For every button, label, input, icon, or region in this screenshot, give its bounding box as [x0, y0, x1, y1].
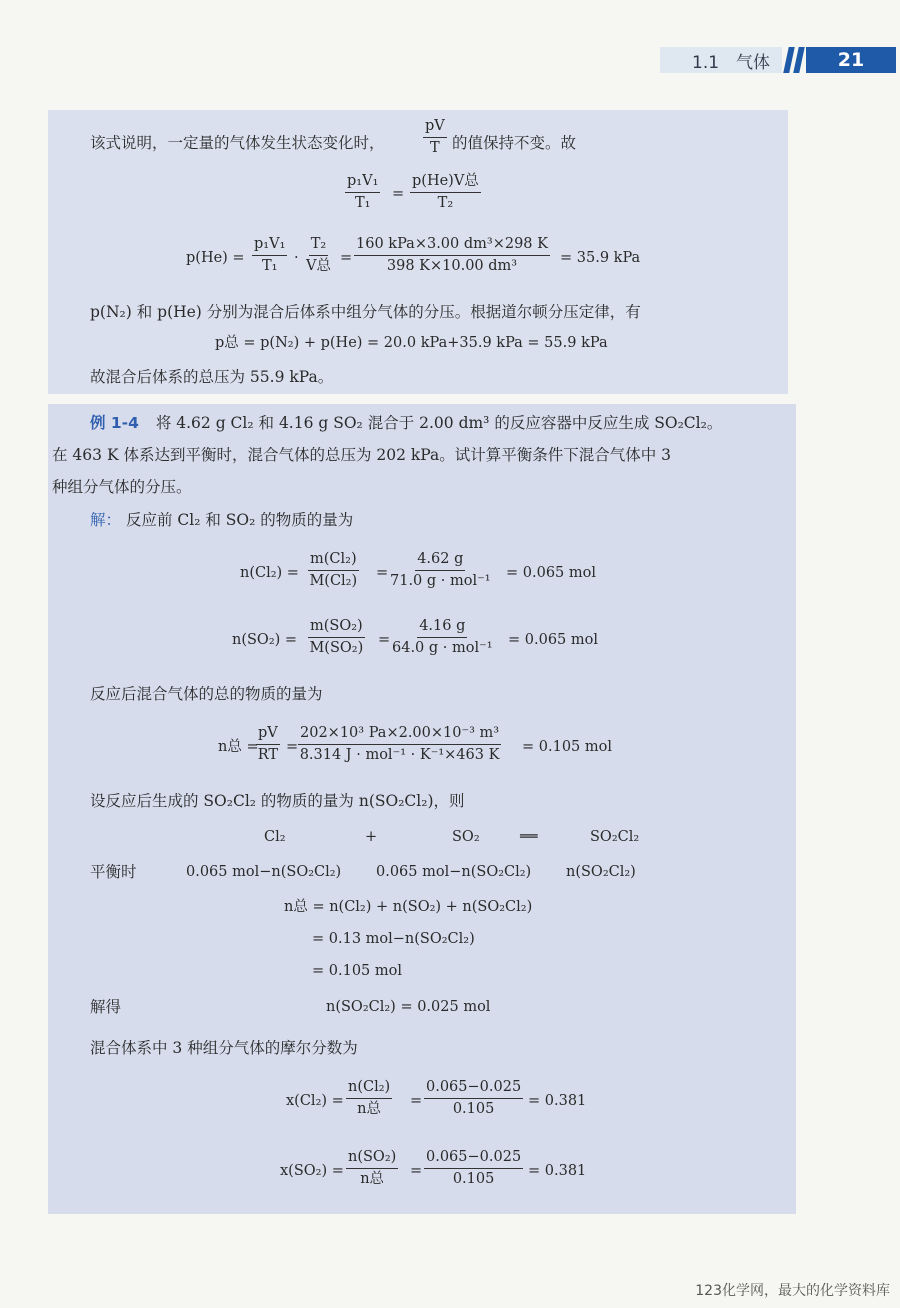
ntot-equals: =	[286, 739, 299, 755]
nso2-equals: =	[378, 632, 391, 648]
xso2-fraction-2: $\frac{0.065-0.025}{0.105}$	[426, 1149, 522, 1187]
nso2-result: = 0.065 mol	[508, 632, 598, 648]
intro-text: 该式说明，一定量的气体发生状态变化时，	[90, 134, 385, 152]
example-label: 例 1-4	[90, 414, 139, 432]
eq2-dot: ·	[294, 250, 299, 266]
ncl2-fraction-2: 4.62 g 71.0 g · mol⁻¹	[390, 551, 491, 589]
solution-intro-wrap	[90, 510, 353, 530]
equilibrium-product: n(SO₂Cl₂)	[566, 864, 636, 880]
eq1-right-fraction: p(He)V总 T₂	[412, 173, 479, 211]
xcl2-equals: =	[410, 1093, 423, 1109]
solve-label: 解得	[90, 998, 122, 1016]
ncl2-equals: =	[376, 565, 389, 581]
xcl2-fraction-1: n(Cl₂) n总	[348, 1079, 391, 1117]
nso2-fraction-2: 4.16 g 64.0 g · mol⁻¹	[392, 618, 493, 656]
xso2-fraction-1: n(SO₂) n总	[348, 1149, 397, 1187]
mole-fraction-text: 混合体系中 3 种组分气体的摩尔分数为	[90, 1039, 358, 1057]
reaction-plus: +	[365, 829, 378, 845]
ncl2-lhs: n(Cl₂) =	[240, 565, 299, 581]
example-line-1: 将 4.62 g Cl₂ 和 4.16 g SO₂ 混合于 2.00 dm³ 的反应容器中反应生成 SO₂Cl₂。	[155, 414, 723, 432]
example-line-2: 在 463 K 体系达到平衡时，混合气体的总压为 202 kPa。试计算平衡条件下混合气体中 3	[52, 446, 672, 464]
eq2-lhs: p(He) =	[186, 250, 245, 266]
eq2-result: = 35.9 kPa	[560, 250, 641, 266]
solve-result: n(SO₂Cl₂) = 0.025 mol	[326, 999, 491, 1015]
xcl2-result: = 0.381	[528, 1093, 587, 1109]
conclusion-text: 故混合后体系的总压为 55.9 kPa。	[90, 368, 334, 386]
ntot-fraction-1: $\frac{pV}{RT}$	[257, 725, 279, 763]
eq1-equals: =	[392, 186, 405, 202]
watermark: 123化学网，最大的化学资料库	[695, 1283, 890, 1299]
eq2-fraction-1: $\frac{\text{p₁V₁}}{\text{T₁}}$	[254, 236, 286, 274]
dalton-text: p(N₂) 和 p(He) 分别为混合后体系中组分气体的分压。根据道尔顿分压定律，有	[90, 303, 641, 321]
xcl2-lhs: x(Cl₂) =	[286, 1093, 344, 1109]
reaction-reactant-so2: SO₂	[452, 829, 480, 845]
equilibrium-cl2: 0.065 mol−n(SO₂Cl₂)	[186, 864, 342, 880]
eq1-left-fraction: $\frac{\text{p₁V₁}}{\text{T₁}}$	[347, 173, 379, 211]
intro-tail: 的值保持不变。故	[452, 134, 577, 152]
assume-text: 设反应后生成的 SO₂Cl₂ 的物质的量为 n(SO₂Cl₂)，则	[90, 792, 465, 810]
sum-line-3: = 0.105 mol	[312, 963, 402, 979]
xso2-lhs: x(SO₂) =	[280, 1163, 344, 1179]
eq2-fraction-2: T₂ V总	[306, 236, 331, 274]
equilibrium-so2: 0.065 mol−n(SO₂Cl₂)	[376, 864, 532, 880]
equilibrium-label: 平衡时	[90, 863, 137, 881]
pv-over-t-fraction: $\frac{pV}{T}$	[425, 118, 445, 156]
section-title: 1.1 气体	[660, 47, 782, 73]
ntot-lhs: n总 =	[218, 739, 259, 755]
example-line-3: 种组分气体的分压。	[52, 478, 192, 496]
example-line-1-wrap	[90, 413, 722, 433]
xcl2-fraction-2: $\frac{0.065-0.025}{0.105}$	[426, 1079, 522, 1117]
nso2-fraction-1: $\frac{\text{m(SO₂)}}{\text{M(SO₂)}}$	[309, 618, 364, 656]
xso2-equals: =	[410, 1163, 423, 1179]
ntot-result: = 0.105 mol	[522, 739, 612, 755]
reaction-reactant-cl2: Cl₂	[264, 829, 286, 845]
xso2-result: = 0.381	[528, 1163, 587, 1179]
ncl2-fraction-1: $\frac{\text{m(Cl₂)}}{\text{M(Cl₂)}}$	[309, 551, 358, 589]
sum-line-1: n总 = n(Cl₂) + n(SO₂) + n(SO₂Cl₂)	[284, 899, 533, 915]
page-number: 21	[806, 47, 896, 73]
header-stripe	[793, 47, 805, 73]
dalton-equation: p总 = p(N₂) + p(He) = 20.0 kPa+35.9 kPa = 55.9 kPa	[215, 335, 608, 351]
ntot-fraction-2: 202×10³ Pa×2.00×10⁻³ m³ 8.314 J · mol⁻¹ · K⁻¹×463 K	[299, 725, 500, 763]
nso2-lhs: n(SO₂) =	[232, 632, 298, 648]
sum-line-2: = 0.13 mol−n(SO₂Cl₂)	[312, 931, 475, 947]
solution-label: 解：	[90, 511, 122, 529]
reaction-product: SO₂Cl₂	[590, 829, 640, 845]
reaction-equilibrium-sign: ══	[520, 829, 538, 845]
solution-intro: 反应前 Cl₂ 和 SO₂ 的物质的量为	[125, 511, 354, 529]
eq2-fraction-3: 160 kPa×3.00 dm³×298 K 398 K×10.00 dm³	[356, 236, 548, 274]
ncl2-result: = 0.065 mol	[506, 565, 596, 581]
total-text: 反应后混合气体的总的物质的量为	[90, 685, 323, 703]
eq2-equals: =	[340, 250, 353, 266]
